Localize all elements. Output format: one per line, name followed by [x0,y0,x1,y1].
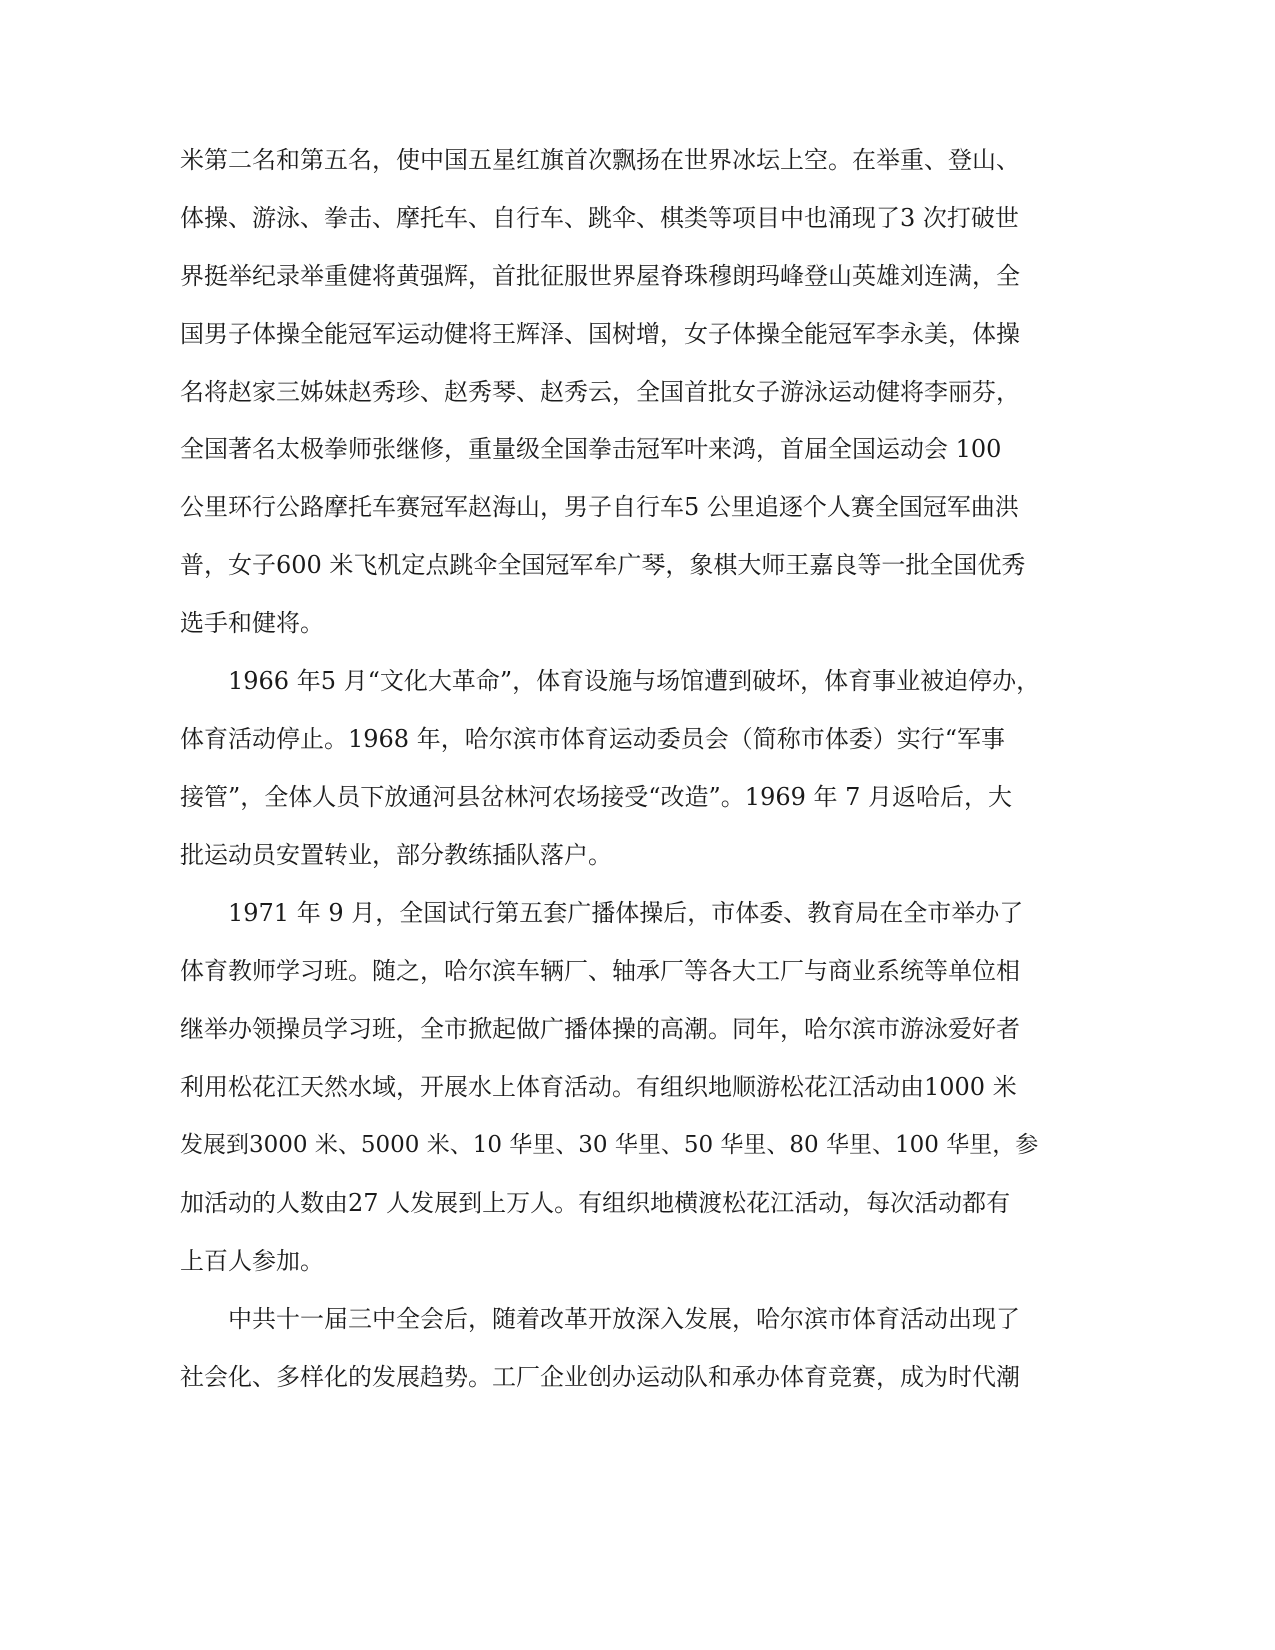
text-line: 体育教师学习班。随之，哈尔滨车辆厂、轴承厂等各大工厂与商业系统等单位相 [180,957,1020,985]
paragraph-first-line: 1971 年 9 月，全国试行第五套广播体操后，市体委、教育局在全市举办了 [228,899,1024,927]
text-line: 上百人参加。 [180,1247,324,1275]
text-line: 体操、游泳、拳击、摩托车、自行车、跳伞、棋类等项目中也涌现了3 次打破世 [180,204,1019,232]
text-line: 体育活动停止。1968 年，哈尔滨市体育运动委员会（简称市体委）实行“军事 [180,725,1005,753]
text-line: 利用松花江天然水域，开展水上体育活动。有组织地顺游松花江活动由1000 米 [180,1073,1017,1101]
text-line: 选手和健将。 [180,609,324,637]
text-line: 界挺举纪录举重健将黄强辉，首批征服世界屋脊珠穆朗玛峰登山英雄刘连满，全 [180,262,1020,290]
text-line: 批运动员安置转业，部分教练插队落户。 [180,841,612,869]
text-line: 接管”，全体人员下放通河县岔林河农场接受“改造”。1969 年 7 月返哈后，大 [180,783,1013,811]
paragraph-first-line: 中共十一届三中全会后，随着改革开放深入发展，哈尔滨市体育活动出现了 [228,1305,1020,1333]
paragraph-first-line: 1966 年5 月“文化大革命”，体育设施与场馆遭到破坏，体育事业被迫停办， [228,667,1041,695]
text-line: 米第二名和第五名，使中国五星红旗首次飘扬在世界冰坛上空。在举重、登山、 [180,146,1020,174]
text-line: 全国著名太极拳师张继修，重量级全国拳击冠军叶来鸿，首届全国运动会 100 [180,435,1002,463]
text-line: 普，女子600 米飞机定点跳伞全国冠军牟广琴，象棋大师王嘉良等一批全国优秀 [180,551,1026,579]
text-line: 加活动的人数由27 人发展到上万人。有组织地横渡松花江活动，每次活动都有 [180,1189,1011,1217]
text-line: 继举办领操员学习班，全市掀起做广播体操的高潮。同年，哈尔滨市游泳爱好者 [180,1015,1020,1043]
text-line: 公里环行公路摩托车赛冠军赵海山，男子自行车5 公里追逐个人赛全国冠军曲洪 [180,493,1019,521]
text-line: 国男子体操全能冠军运动健将王辉泽、国树增，女子体操全能冠军李永美，体操 [180,320,1020,348]
text-line: 发展到3000 米、5000 米、10 华里、30 华里、50 华里、80 华里、100 华里，参 [180,1132,1039,1158]
text-line: 名将赵家三姊妹赵秀珍、赵秀琴、赵秀云，全国首批女子游泳运动健将李丽芬， [180,378,1020,406]
text-line: 社会化、多样化的发展趋势。工厂企业创办运动队和承办体育竞赛，成为时代潮 [180,1363,1020,1391]
